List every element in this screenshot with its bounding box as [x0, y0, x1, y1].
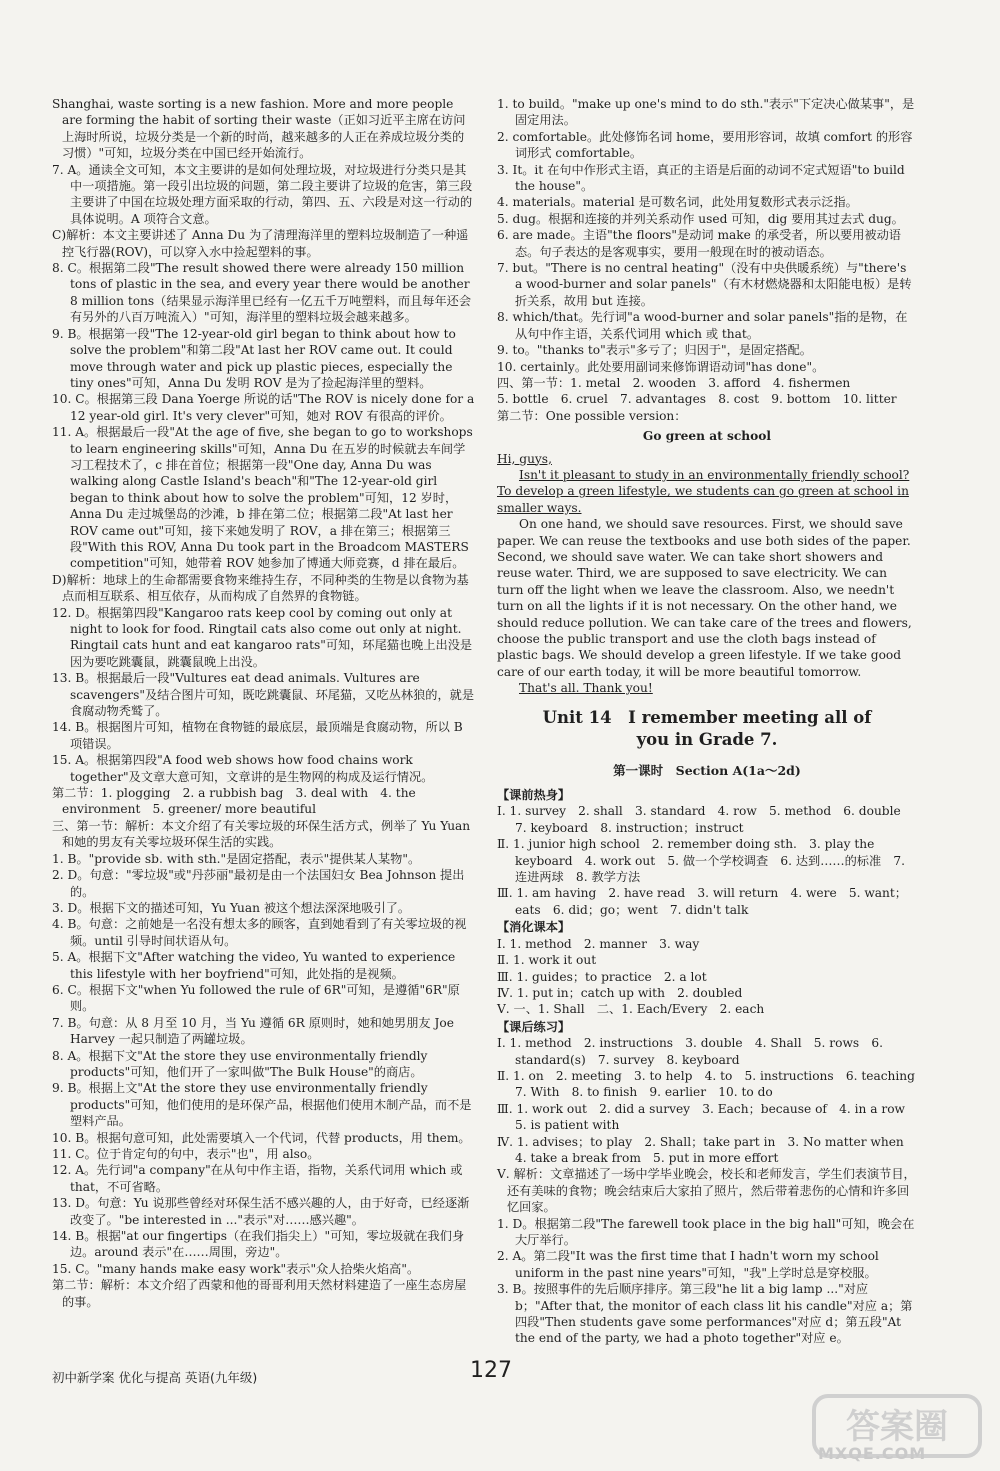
left-answer-item: 12. D。根据第四段"Kangaroo rats keep cool by coming out only at night to look for food. Ringtail cats also come out only at night. Ringtail cats hunt and eat kangaroo rats"可知，环尾猫也晚上出没是因为要吃跳囊鼠，跳囊鼠晚上出没。: [52, 605, 473, 669]
left-answer-item: 11. A。根据最后一段"At the age of five, she began to go to workshops to learn engineering skills"可知，Anna Du 在五岁的时候就去车间学习工程技术了，c 排在首位；根据第一段"One day, Anna Du was walking along Castle Island's beach"和"The 12-year-old girl began to think about how to solve the problem"可知，12 岁时，Anna Du 走过城堡岛的沙滩，b 排在第二位；根据第二段"At last her ROV came out"可知，接下来她发明了 ROV，a 排在第三；根据第三段"With this ROV, Anna Du took part in the Broadcom MASTERS competition"可知，她带着 ROV 她参加了博通大师竞赛，d 排在最后。: [52, 425, 473, 571]
left-answer-item: 7. B。句意：从 8 月至 10 月，当 Yu 遵循 6R 原则时，她和她男朋友 Joe Harvey 一起只制造了两罐垃圾。: [52, 1015, 454, 1047]
left-answer-item: 2. D。句意："零垃圾"或"丹莎丽"最初是由一个法国妇女 Bea Johnson 提出的。: [52, 868, 465, 899]
answer-list-top: [497, 96, 917, 424]
left-answer-item: 15. A。根据第四段"A food web shows how food chains work together"及文章大意可知，文章讲的是生物网的构成及运行情况。: [52, 753, 434, 784]
right-answer-item: 8. which/that。先行词"a wood-burner and solar panels"指的是物，在从句中作主语，关系代词用 which 或 that。: [497, 310, 908, 341]
unit-answer-item: Ⅲ. 1. work out 2. did a survey 3. Each；because of 4. in a row 5. is patient with: [497, 1101, 918, 1133]
unit-answer-item: Ⅲ. 1. guides；to practice 2. a lot: [497, 969, 707, 984]
watermark-logo-text: 答案圈: [846, 1407, 948, 1447]
essay-intro: Isn't it pleasant to study in an environmentally friendly school? To develop a green lifestyle, we students can go green at school in smaller ways.: [497, 467, 910, 515]
left-answer-item: 14. B。根据图片可知，植物在食物链的最底层，最顶端是食腐动物，所以 B 项错误。: [52, 720, 463, 751]
unit-title-line1: Unit 14 I remember meeting all of: [542, 707, 872, 727]
left-answer-item: 15. C。"many hands make easy work"表示"众人拾柴火焰高"。: [52, 1261, 420, 1276]
unit-answer-item: 【消化课本】: [497, 920, 571, 935]
right-answer-item: 1. to build。"make up one's mind to do sth."表示"下定决心做某事"，是固定用法。: [497, 97, 915, 128]
left-answer-item: 10. B。根据句意可知，此处需要填入一个代词，代替 products，用 them。: [52, 1130, 471, 1145]
unit-answer-item: 1. D。根据第二段"The farewell took place in the big hall"可知，晚会在大厅举行。: [497, 1216, 915, 1247]
left-answer-item: 11. C。位于肯定句的句中，表示"也"，用 also。: [52, 1147, 320, 1161]
right-column: [497, 96, 928, 1347]
page-number: 127: [470, 1358, 512, 1383]
unit-answer-item: Ⅰ. 1. survey 2. shall 3. standard 4. row 5. method 6. double 7. keyboard 8. instruction；instruct: [497, 804, 913, 835]
unit-title-line2: you in Grade 7.: [636, 729, 778, 749]
left-answer-item: 14. B。根据"at our fingertips（在我们指尖上）"可知，零垃圾就在我们身边。around 表示"在……周围，旁边"。: [52, 1229, 465, 1260]
left-answer-item: C)解析：本文主要讲述了 Anna Du 为了清理海洋里的塑料垃圾制造了一种遥控飞行器(ROV)，可以穿入水中捡起塑料的事。: [52, 228, 469, 259]
unit-answer-item: Ⅰ. 1. method 2. instructions 3. double 4. Shall 5. rows 6. standard(s) 7. survey 8. keyboard: [497, 1036, 883, 1067]
right-answer-item: 第二节：One possible version：: [497, 408, 687, 423]
watermark-url: MXQE.COM: [818, 1444, 927, 1463]
essay-title: Go green at school: [642, 429, 772, 444]
left-column: [52, 96, 476, 1310]
left-answer-item: Shanghai, waste sorting is a new fashion. More and more people are forming the habit of sorting their waste（正如习近平主席在访问上海时所说，垃圾分类是一个新的时尚，越来越多的人正在养成垃圾分类的习惯）"可知，垃圾分类在中国已经开始流行。: [52, 97, 466, 161]
unit-answer-item: Ⅱ. 1. work it out: [497, 953, 597, 968]
left-answer-item: 第二节：解析：本文介绍了西蒙和他的哥哥利用天然材料建造了一座生态房屋的事。: [52, 1278, 467, 1309]
right-answer-item: 2. comfortable。此处修饰名词 home，要用形容词，故填 comfort 的形容词形式 comfortable。: [497, 129, 913, 161]
left-answer-item: 9. B。根据上文"At the store they use environmentally friendly products"可知，他们使用的是环保产品，根据他们使用木制产品，而不是塑料产品。: [52, 1081, 472, 1129]
unit-answer-item: Ⅳ. 1. put in；catch up with 2. doubled: [497, 985, 743, 1000]
section-title: 第一课时 Section A(1a～2d): [613, 762, 801, 778]
left-answer-item: 12. A。先行词"a company"在从句中作主语，指物，关系代词用 which 或 that，不可省略。: [52, 1163, 463, 1194]
essay-body: On one hand, we should save resources. First, we should save paper. We can reuse the textbooks and use both sides of the paper. Second, we should save water. We can take short showers and reuse water. Third, we are supposed to save electricity. We can turn off the light when we leave the classroom. Also, we needn't turn on all the lights if it is not necessary. On the other hand, we should reduce pollution. We can take care of the trees and flowers, choose the public transport and use the cloth bags instead of plastic bags. We should develop a green lifestyle. If we take good care of our earth today, it will be more beautiful tomorrow.: [497, 517, 912, 679]
unit-answer-item: Ⅴ. 一、1. Shall 二、1. Each/Every 2. each: [497, 1002, 765, 1017]
left-answer-item: 8. C。根据第二段"The result showed there were already 150 million tons of plastic in the sea, and every year there would be another 8 million tons（结果显示海洋里已经有一亿五千万吨塑料，而且每年还会有另外的八百万吨流入）"可知，海洋里的塑料垃圾会越来越多。: [52, 261, 472, 325]
left-answer-item: 13. D。句意：Yu 说那些曾经对环保生活不感兴趣的人，由于好奇，已经逐渐改变了。"be interested in ..."表示"对……感兴趣"。: [52, 1196, 470, 1227]
unit-answer-item: 【课前热身】: [497, 788, 571, 803]
unit-answer-item: 3. B。按照事件的先后顺序排序。第三段"he lit a big lamp ..."对应 b；"After that, the monitor of each class lit his candle"对应 a；第四段"Then students gave some performances"对应 d；第五段"At the end of the party, we had a photo together"对应 e。: [497, 1282, 913, 1346]
unit-answer-item: Ⅳ. 1. advises；to play 2. Shall；take part in 3. No matter when 4. take a break from 5. put in more effort: [497, 1134, 916, 1165]
unit-answer-item: 【课后练习】: [497, 1019, 571, 1034]
left-answer-item: 8. A。根据下文"At the store they use environmentally friendly products"可知，他们开了一家叫做"The Bulk House"的商店。: [52, 1048, 428, 1079]
left-answer-item: 4. B。句意：之前她是一名没有想太多的顾客，直到她看到了有关零垃圾的视频。until 引导时间状语从句。: [52, 917, 467, 948]
unit-answer-item: Ⅲ. 1. am having 2. have read 3. will return 4. were 5. want；eats 6. did；go；went 7. didn't talk: [497, 886, 907, 917]
unit-answer-item: Ⅴ. 解析：文章描述了一场中学毕业晚会，校长和老师发言，学生们表演节目，还有美味的食物；晚会结束后大家拍了照片，然后带着悲伤的心情和许多回忆回家。: [497, 1167, 916, 1215]
left-answer-item: D)解析：地球上的生命都需要食物来维持生存，不同种类的生物是以食物为基点而相互联系、相互依存，从而构成了自然界的食物链。: [52, 572, 469, 604]
right-answer-item: 5. dug。根据和连接的并列关系动作 used 可知，dig 要用其过去式 dug。: [497, 211, 904, 226]
right-answer-item: 7. but。"There is no central heating"（没有中央供暖系统）与"there's a wood-burner and solar panels"（有木材燃烧器和太阳能电板）是转折关系，故用 but 连接。: [497, 261, 912, 308]
left-answer-item: 5. A。根据下文"After watching the video, Yu wanted to experience this lifestyle with her boyfriend"可知，此处指的是视频。: [52, 950, 456, 981]
essay-closing: That's all. Thank you!: [519, 681, 653, 696]
right-answer-item: 6. are made。主语"the floors"是动词 make 的承受者，所以要用被动语态。句子表达的是客观事实，要用一般现在时的被动语态。: [497, 228, 901, 259]
unit-answer-item: Ⅰ. 1. method 2. manner 3. way: [497, 936, 700, 951]
left-answer-item: 三、第一节：解析：本文介绍了有关零垃圾的环保生活方式，例举了 Yu Yuan 和她的男友有关零垃圾环保生活的实践。: [52, 818, 471, 850]
answer-list-bottom: [497, 787, 928, 1347]
right-answer-item: 10. certainly。此处要用副词来修饰谓语动词"has done"。: [497, 359, 825, 374]
right-answer-item: 四、第一节：1. metal 2. wooden 3. afford 4. fishermen: [497, 375, 851, 390]
unit-answer-item: Ⅱ. 1. junior high school 2. remember doing sth. 3. play the keyboard 4. work out 5. 做一个学校调查 6. 达到……的标准 7. 连进两球 8. 教学方法: [497, 837, 905, 885]
left-answer-item: 1. B。"provide sb. with sth."是固定搭配，表示"提供某人某物"。: [52, 851, 421, 866]
left-answer-item: 10. C。根据第三段 Dana Yoerge 所说的话"The ROV is nicely done for a 12 year-old girl. It's very clever"可知，她对 ROV 有很高的评价。: [52, 392, 475, 423]
book-title: 初中新学案 优化与提高 英语(九年级): [52, 1370, 258, 1385]
right-answer-item: 9. to。"thanks to"表示"多亏了；归因于"，是固定搭配。: [497, 343, 812, 358]
left-answer-item: 第二节：1. plogging 2. a rubbish bag 3. deal with 4. the environment 5. greener/ more beautiful: [52, 786, 416, 817]
left-answer-item: 9. B。根据第一段"The 12-year-old girl began to think about how to solve the problem"和第二段"At last her ROV came out. It could move through water and pick up plastic pieces, especially the tiny ones"可知，Anna Du 发明 ROV 是为了捡起海洋里的塑料。: [52, 326, 456, 390]
left-answer-item: 3. D。根据下文的描述可知，Yu Yuan 被这个想法深深地吸引了。: [52, 900, 411, 915]
right-answer-item: 3. It。it 在句中作形式主语，真正的主语是后面的动词不定式短语"to build the house"。: [497, 162, 905, 194]
unit-answer-item: Ⅱ. 1. on 2. meeting 3. to help 4. to 5. instructions 6. teaching 7. With 8. to finish 9. earlier 10. to do: [497, 1068, 928, 1100]
right-answer-item: 5. bottle 6. cruel 7. advantages 8. cost 9. bottom 10. litter: [497, 392, 897, 407]
essay-greeting: Hi, guys,: [497, 451, 552, 466]
left-answer-item: 6. C。根据下文"when Yu followed the rule of 6R"可知，是遵循"6R"原则。: [52, 982, 460, 1014]
left-answer-item: 7. A。通读全文可知，本文主要讲的是如何处理垃圾，对垃圾进行分类只是其中一项措施。第一段引出垃圾的问题，第二段主要讲了垃圾的危害，第三段主要讲了中国在垃圾处理方面采取的行动，第四、五、六段是对这一行动的具体说明。A 项符合文意。: [52, 162, 473, 226]
unit-answer-item: 2. A。第二段"It was the first time that I hadn't worn my school uniform in the past nine years"可知，"我"上学时总是穿校服。: [497, 1249, 879, 1280]
unit-title: [497, 707, 917, 751]
left-answer-item: 13. B。根据最后一段"Vultures eat dead animals. Vultures are scavengers"及结合图片可知，既吃跳囊鼠、环尾猫，又吃丛林狼的，就是食腐动物秃鹫了。: [52, 671, 475, 719]
right-answer-item: 4. materials。material 是可数名词，此处用复数形式表示泛指。: [497, 195, 858, 210]
